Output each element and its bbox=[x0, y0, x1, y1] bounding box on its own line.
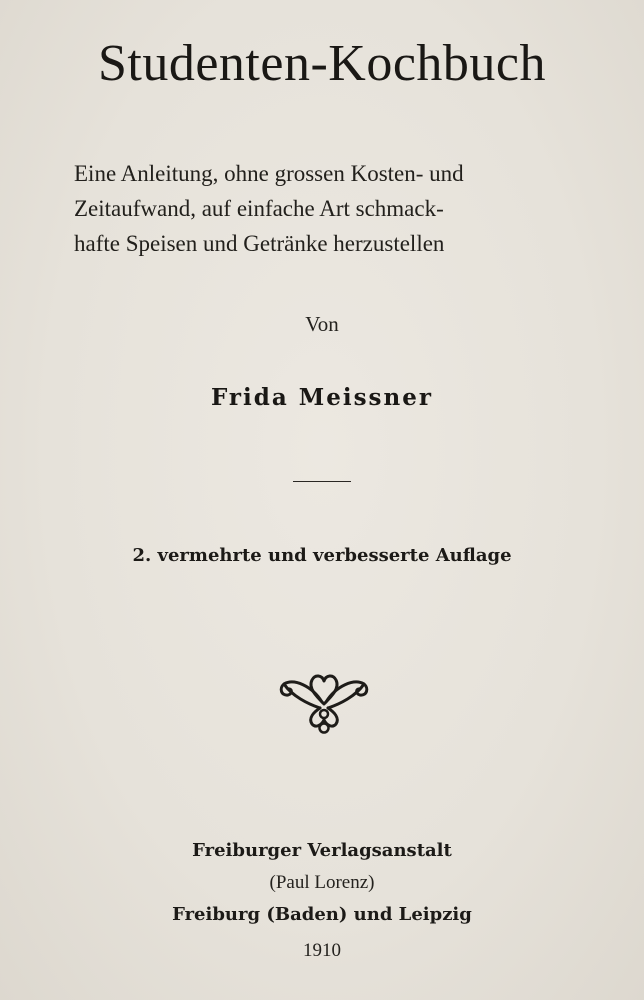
author-name: Frida Meissner bbox=[211, 384, 433, 411]
publication-year: 1910 bbox=[303, 940, 341, 961]
by-label: Von bbox=[305, 312, 339, 336]
subtitle-line: Zeitaufwand, auf einfache Art schmack- bbox=[74, 196, 444, 221]
edition-statement: 2. vermehrte und verbesserte Auflage bbox=[132, 545, 512, 566]
subtitle-line: Eine Anleitung, ohne grossen Kosten- und bbox=[74, 161, 464, 186]
divider-rule bbox=[293, 481, 351, 482]
publication-place: Freiburg (Baden) und Leipzig bbox=[172, 904, 472, 925]
book-title: Studenten-Kochbuch bbox=[97, 35, 546, 92]
publisher-name: Freiburger Verlagsanstalt bbox=[192, 840, 452, 861]
subtitle-line: hafte Speisen und Getränke herzustellen bbox=[74, 231, 445, 256]
book-subtitle bbox=[74, 156, 558, 261]
heart-scroll-ornament-icon bbox=[278, 668, 370, 738]
publisher-person: (Paul Lorenz) bbox=[269, 872, 375, 893]
